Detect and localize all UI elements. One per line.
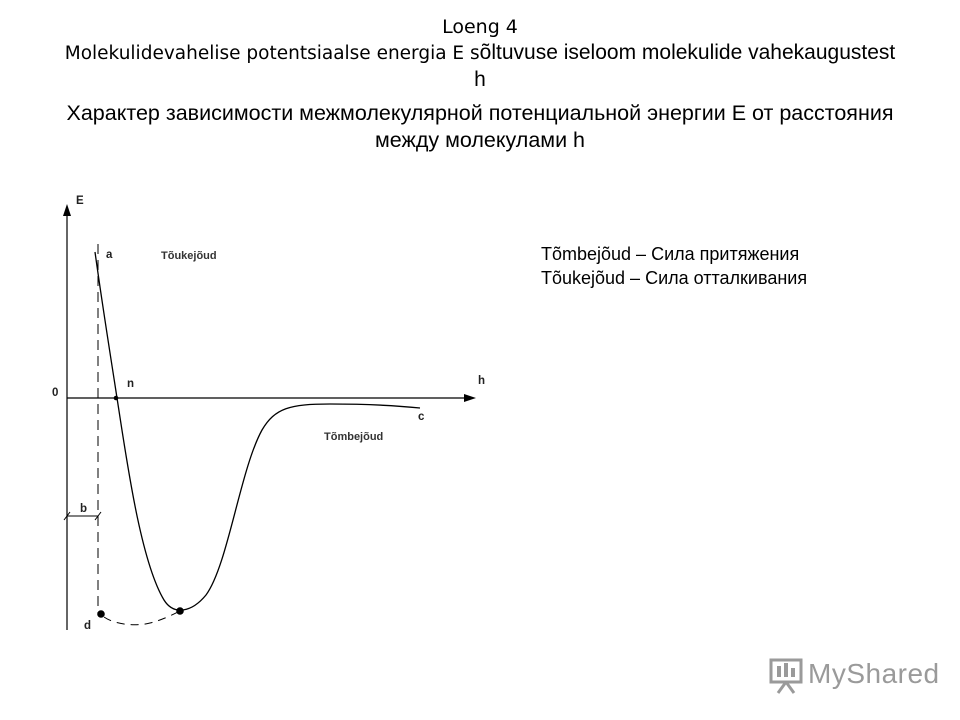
y-axis-arrow [63,204,71,216]
title-estonian-rest: õltuvuse iseloom molekulide vahekaugustest h [474,41,896,91]
dashed-curve-d-min [104,611,180,625]
title-estonian-start: Molekulidevahelise potentsiaalse energia E s [64,43,480,64]
watermark-text: MyShared [808,658,940,689]
attraction-region-label: Tõmbejõud [324,431,384,443]
point-n-label: n [127,378,135,390]
title-russian: Характер зависимости межмолекулярной потенциальной энергии E от расстояния между молекулами h [66,101,894,152]
point-c-label: c [418,411,425,423]
origin-label: 0 [52,387,59,399]
x-axis-arrow [464,394,476,402]
point-b-label: b [80,503,88,515]
watermark [768,656,940,696]
axis-x-label: h [478,375,486,387]
point-d-label: d [84,620,92,632]
title-lecture: Loeng 4 [442,16,518,38]
point-d-dot [97,610,105,618]
repulsion-region-label: Tõukejõud [161,250,217,262]
legend [541,242,807,290]
minimum-dot [176,607,184,615]
presentation-screen-icon [768,656,806,696]
point-a-label: a [106,249,113,261]
point-n-dot [114,396,119,401]
axis-y-label: E [76,195,84,207]
legend-attraction: Tõmbejõud – Сила притяжения [541,244,800,264]
legend-repulsion: Tõukejõud – Сила отталкивания [541,268,808,288]
